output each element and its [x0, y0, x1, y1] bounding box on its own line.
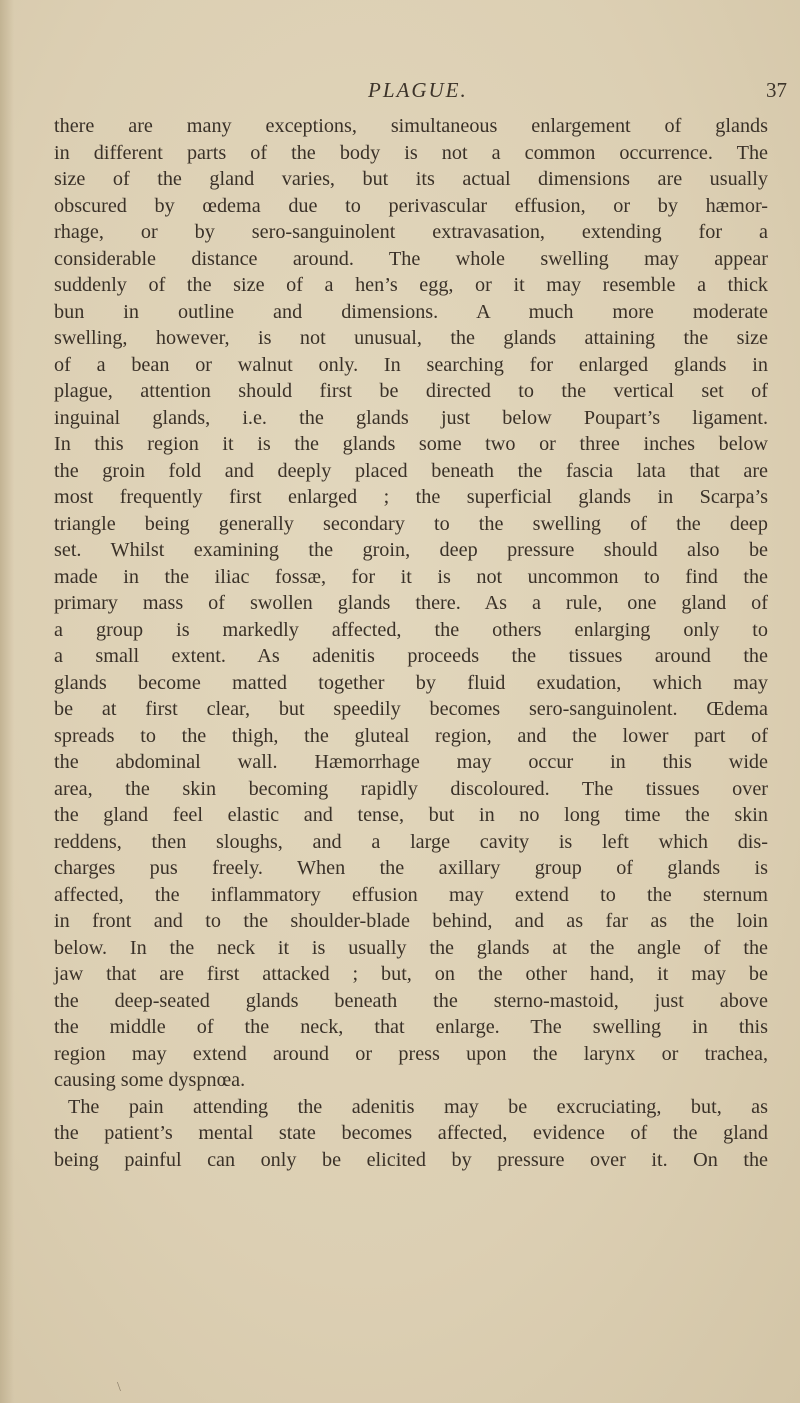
text-line: the groin fold and deeply placed beneath the fascia lata that are	[54, 459, 768, 482]
text-line: obscured by œdema due to perivascular effusion, or by hæmor-	[54, 194, 768, 217]
text-line: affected, the inflammatory effusion may extend to the sternum	[54, 883, 768, 906]
text-line: the abdominal wall. Hæmorrhage may occur in this wide	[54, 751, 768, 773]
text-line: spreads to the thigh, the gluteal region, and the lower part of	[54, 724, 768, 747]
text-line: most frequently first enlarged ; the superficial glands in Scarpa’s	[54, 486, 768, 508]
text-line: charges pus freely. When the axillary group of glands is	[54, 857, 768, 879]
text-line: suddenly of the size of a hen’s egg, or it may resemble a thick	[54, 274, 768, 296]
text-line: in different parts of the body is not a common occurrence. The	[54, 141, 768, 164]
text-line: the middle of the neck, that enlarge. The swelling in this	[54, 1016, 768, 1038]
text-line: the deep-seated glands beneath the sterno-mastoid, just above	[54, 989, 768, 1012]
text-line: bun in outline and dimensions. A much more moderate	[54, 300, 768, 323]
text-line: region may extend around or press upon the larynx or trachea,	[54, 1042, 768, 1065]
paragraph	[54, 1094, 768, 1174]
text-line: made in the iliac fossæ, for it is not uncommon to find the	[54, 565, 768, 588]
text-line: swelling, however, is not unusual, the glands attaining the size	[54, 327, 768, 349]
text-line: The pain attending the adenitis may be excruciating, but, as	[68, 1095, 768, 1118]
page-header	[0, 78, 800, 108]
text-line: reddens, then sloughs, and a large cavity is left which dis-	[54, 830, 768, 853]
text-line: be at first clear, but speedily becomes sero-sanguinolent. Œdema	[54, 698, 768, 720]
text-line: size of the gland varies, but its actual dimensions are usually	[54, 168, 768, 190]
text-line: the patient’s mental state becomes affected, evidence of the gland	[54, 1122, 768, 1144]
page-number: 37	[766, 78, 787, 102]
text-line: primary mass of swollen glands there. As a rule, one gland of	[54, 592, 768, 614]
text-line: in front and to the shoulder-blade behind, and as far as the loin	[54, 910, 768, 932]
text-line: being painful can only be elicited by pressure over it. On the	[54, 1148, 768, 1171]
page-binding-shadow	[0, 0, 14, 1403]
text-line: glands become matted together by fluid exudation, which may	[54, 671, 768, 694]
paragraph	[54, 113, 768, 1094]
body-text	[54, 113, 768, 1173]
text-line: inguinal glands, i.e. the glands just below Poupart’s ligament.	[54, 406, 768, 429]
text-line: the gland feel elastic and tense, but in no long time the skin	[54, 804, 768, 826]
text-line: a small extent. As adenitis proceeds the tissues around the	[54, 645, 768, 667]
text-line: below. In the neck it is usually the glands at the angle of the	[54, 936, 768, 959]
stray-pen-mark: \	[117, 1380, 121, 1395]
text-line: jaw that are first attacked ; but, on the other hand, it may be	[54, 963, 768, 985]
text-line: causing some dyspnœa.	[54, 1069, 246, 1091]
text-line: set. Whilst examining the groin, deep pressure should also be	[54, 539, 768, 561]
running-head: PLAGUE.	[368, 78, 468, 102]
text-line: a group is markedly affected, the others enlarging only to	[54, 618, 768, 641]
text-line: plague, attention should first be directed to the vertical set of	[54, 380, 768, 402]
text-line: area, the skin becoming rapidly discoloured. The tissues over	[54, 777, 768, 800]
text-line: of a bean or walnut only. In searching for enlarged glands in	[54, 353, 768, 376]
text-line: In this region it is the glands some two or three inches below	[54, 433, 768, 455]
text-line: rhage, or by sero-sanguinolent extravasation, extending for a	[54, 221, 768, 243]
text-line: triangle being generally secondary to the swelling of the deep	[54, 512, 768, 535]
text-line: there are many exceptions, simultaneous enlargement of glands	[54, 115, 768, 137]
text-line: considerable distance around. The whole swelling may appear	[54, 247, 768, 270]
